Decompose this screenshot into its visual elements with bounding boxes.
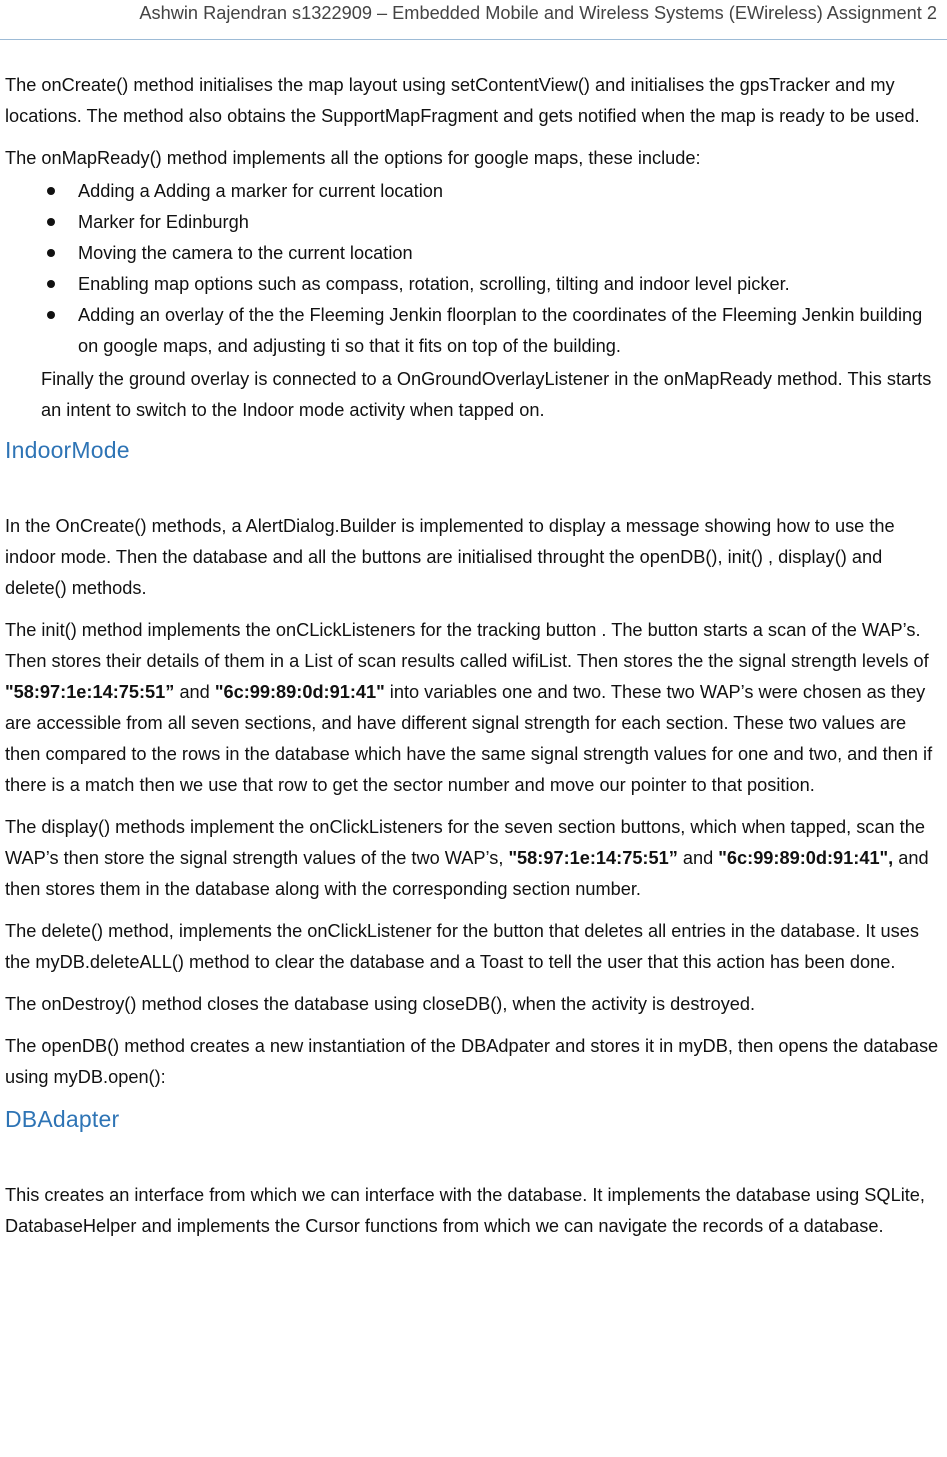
mac-address: "58:97:1e:14:75:51” — [508, 848, 678, 868]
document-body — [5, 70, 940, 1253]
paragraph-delete: The delete() method, implements the onClickListener for the button that deletes all entries in the database. It uses the myDB.deleteALL() method to clear the database and a Toast to tell the user that this action has been done. — [5, 921, 919, 972]
paragraph-onmapready: The onMapReady() method implements all the options for google maps, these include: — [5, 148, 701, 168]
mac-address: "6c:99:89:0d:91:41", — [718, 848, 894, 868]
paragraph-dbadapter: This creates an interface from which we can interface with the database. It implements the database using SQLite, DatabaseHelper and implements the Cursor functions from which we can navigate the records of a database. — [5, 1185, 925, 1236]
page-header — [0, 0, 947, 40]
list-item: Marker for Edinburgh — [5, 207, 940, 238]
heading-dbadapter: DBAdapter — [5, 1106, 120, 1132]
map-options-list — [5, 176, 940, 362]
paragraph-ondestroy: The onDestroy() method closes the database using closeDB(), when the activity is destroyed. — [5, 994, 756, 1014]
list-item: Adding an overlay of the the Fleeming Jenkin floorplan to the coordinates of the Fleeming Jenkin building on google maps, and adjusting ti so that it fits on top of the building. — [5, 300, 940, 362]
list-item: Adding a Adding a marker for current location — [5, 176, 940, 207]
paragraph-oncreate-map: The onCreate() method initialises the map layout using setContentView() and initialises the gpsTracker and my locations. The method also obtains the SupportMapFragment and gets notified when the map is ready to be used. — [5, 75, 920, 126]
paragraph-indoor-oncreate: In the OnCreate() methods, a AlertDialog.Builder is implemented to display a message showing how to use the indoor mode. Then the database and all the buttons are initialised throught the openDB(), init() , display() and delete() methods. — [5, 516, 895, 598]
paragraph-ground-overlay: Finally the ground overlay is connected to a OnGroundOverlayListener in the onMapReady method. This starts an intent to switch to the Indoor mode activity when tapped on. — [41, 369, 932, 420]
mac-address: "6c:99:89:0d:91:41" — [214, 682, 385, 702]
paragraph-init: The init() method implements the onCLickListeners for the tracking button . The button starts a scan of the WAP’s. Then stores their details of them in a List of scan results called wifiList. Then stores the the signal strength levels of "58:97:1e:14:75:51” and "6c:99:89:0d:91:41" into variables one and two. These two WAP’s were chosen as they are accessible from all seven sections, and have different signal strength for each section. These two values are then compared to the rows in the database which have the same signal strength values for one and two, and then if there is a match then we use that row to get the sector number and move our pointer to that position. — [5, 620, 933, 795]
list-item: Enabling map options such as compass, rotation, scrolling, tilting and indoor level picker. — [5, 269, 940, 300]
heading-indoormode: IndoorMode — [5, 437, 130, 463]
header-title: Ashwin Rajendran s1322909 – Embedded Mobile and Wireless Systems (EWireless) Assignment 2 — [139, 3, 937, 23]
paragraph-display: The display() methods implement the onClickListeners for the seven section buttons, which when tapped, scan the WAP’s then store the signal strength values of the two WAP’s, "58:97:1e:14:75:51” and "6c:99:89:0d:91:41", and then stores them in the database along with the corresponding section number. — [5, 817, 929, 899]
mac-address: "58:97:1e:14:75:51” — [5, 682, 175, 702]
paragraph-opendb: The openDB() method creates a new instantiation of the DBAdpater and stores it in myDB, then opens the database using myDB.open(): — [5, 1036, 939, 1087]
list-item: Moving the camera to the current location — [5, 238, 940, 269]
